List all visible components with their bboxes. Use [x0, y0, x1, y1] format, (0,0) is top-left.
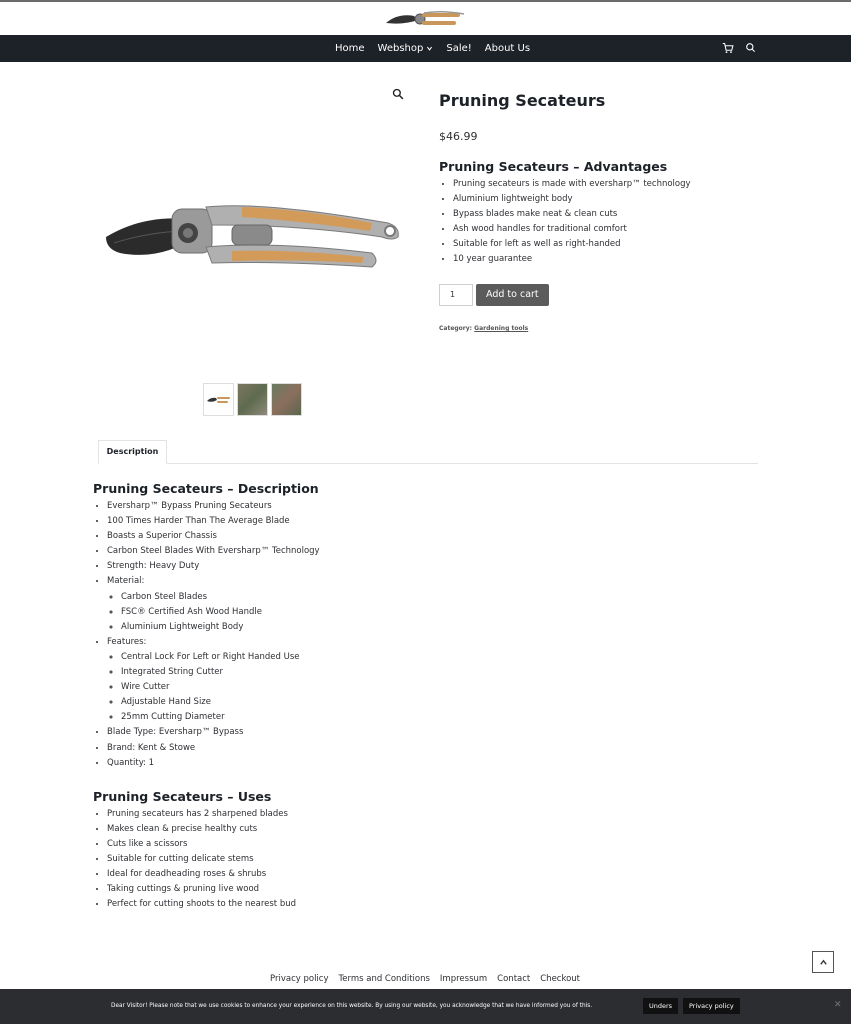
scroll-to-top-button[interactable] [812, 951, 834, 973]
nav-home-label: Home [335, 43, 365, 54]
chevron-down-icon [426, 45, 433, 52]
add-to-cart-form [439, 284, 779, 306]
cookie-text: Dear Visitor! Please note that we use cookies to enhance your experience on this website. By using our website, you acknowledge that we have informed you of this. [111, 1003, 593, 1009]
quantity-input[interactable]: 1 [439, 284, 473, 306]
thumbnail-2[interactable] [237, 383, 268, 416]
list-item: ◦ FSC® Certified Ash Wood Handle [121, 605, 693, 620]
list-item: • Brand: Kent & Stowe [107, 741, 693, 756]
list-item: ◦ Wire Cutter [121, 680, 693, 695]
cart-icon[interactable] [722, 42, 734, 54]
site-logo[interactable] [384, 7, 468, 31]
footer-link-privacy[interactable]: Privacy policy [270, 974, 329, 984]
tab-description[interactable]: Description [98, 440, 167, 464]
nav-webshop[interactable] [378, 43, 434, 54]
list-item: • Suitable for cutting delicate stems [107, 852, 693, 867]
list-item: • Carbon Steel Blades With Eversharp™ Technology [107, 544, 693, 559]
uses-heading: Pruning Secateurs – Uses [93, 788, 272, 804]
footer-links [270, 974, 580, 984]
list-item: • Makes clean & precise healthy cuts [107, 822, 693, 837]
list-item: • 100 Times Harder Than The Average Blade [107, 514, 693, 529]
cookie-policy-button[interactable]: Privacy policy [683, 998, 740, 1014]
list-item: • Pruning secateurs has 2 sharpened blades [107, 807, 693, 822]
nav-sale-label: Sale! [446, 43, 472, 54]
product-image[interactable] [102, 187, 402, 287]
footer-link-checkout[interactable]: Checkout [540, 974, 581, 984]
add-to-cart-button[interactable]: Add to cart [476, 284, 549, 306]
list-item: ◦ Aluminium Lightweight Body [121, 620, 693, 635]
uses-list [93, 807, 693, 913]
advantages-heading: Pruning Secateurs – Advantages [439, 159, 668, 174]
category-label: Category: [439, 325, 473, 332]
list-item: • Pruning secateurs is made with eversharp™ technology [453, 177, 779, 192]
secateurs-thumb-icon [206, 395, 232, 405]
product-summary [439, 91, 779, 332]
nav-webshop-label: Webshop [377, 43, 424, 54]
category-link[interactable]: Gardening tools [474, 325, 529, 332]
list-item [107, 635, 693, 726]
list-item: • Perfect for cutting shoots to the nearest bud [107, 897, 693, 912]
list-item: • Ideal for deadheading roses & shrubs [107, 867, 693, 882]
list-item: • Quantity: 1 [107, 756, 693, 771]
list-item: • Eversharp™ Bypass Pruning Secateurs [107, 499, 693, 514]
list-item: • Ash wood handles for traditional comfort [453, 222, 779, 237]
list-item: • Aluminium lightweight body [453, 192, 779, 207]
product-category [439, 325, 779, 332]
cookie-banner [0, 989, 851, 1024]
list-item [107, 574, 693, 634]
list-item: • Suitable for left as well as right-handed [453, 237, 779, 252]
material-list [107, 590, 693, 635]
main-navigation [0, 35, 851, 62]
product-section [0, 62, 851, 432]
product-price: $46.99 [439, 130, 478, 143]
product-tabs [98, 440, 758, 464]
list-item: • Boasts a Superior Chassis [107, 529, 693, 544]
description-panel [93, 481, 693, 912]
thumbnail-1[interactable] [203, 383, 234, 416]
search-icon[interactable] [745, 42, 756, 53]
advantages-list [439, 177, 779, 267]
description-list [93, 499, 693, 771]
zoom-icon[interactable] [392, 88, 404, 100]
list-item: • Bypass blades make neat & clean cuts [453, 207, 779, 222]
footer-link-impressum[interactable]: Impressum [439, 974, 488, 984]
close-icon[interactable]: ✕ [834, 1000, 842, 1010]
list-item: ◦ Central Lock For Left or Right Handed Use [121, 650, 693, 665]
chevron-up-icon [819, 958, 828, 967]
nav-about[interactable] [485, 43, 530, 54]
features-label: Features: [107, 636, 147, 647]
list-item: ◦ Integrated String Cutter [121, 665, 693, 680]
list-item: • Cuts like a scissors [107, 837, 693, 852]
material-label: Material: [107, 576, 145, 587]
list-item: • 10 year guarantee [453, 252, 779, 267]
list-item: ◦ Carbon Steel Blades [121, 590, 693, 605]
product-title: Pruning Secateurs [439, 91, 606, 110]
nav-sale[interactable] [446, 43, 471, 54]
list-item: • Strength: Heavy Duty [107, 559, 693, 574]
list-item: ◦ Adjustable Hand Size [121, 695, 693, 710]
nav-about-label: About Us [484, 43, 531, 54]
features-list [107, 650, 693, 725]
logo-bar [0, 2, 851, 35]
thumbnail-3[interactable] [271, 383, 302, 416]
cookie-accept-button[interactable]: Unders [643, 998, 678, 1014]
nav-home[interactable] [335, 43, 365, 54]
description-heading: Pruning Secateurs – Description [93, 481, 319, 496]
list-item: ◦ 25mm Cutting Diameter [121, 710, 693, 725]
footer-link-contact[interactable]: Contact [497, 974, 531, 984]
thumbnail-gallery [203, 383, 302, 416]
list-item: • Blade Type: Eversharp™ Bypass [107, 725, 693, 740]
list-item: • Taking cuttings & pruning live wood [107, 882, 693, 897]
footer-link-terms[interactable]: Terms and Conditions [338, 974, 430, 984]
